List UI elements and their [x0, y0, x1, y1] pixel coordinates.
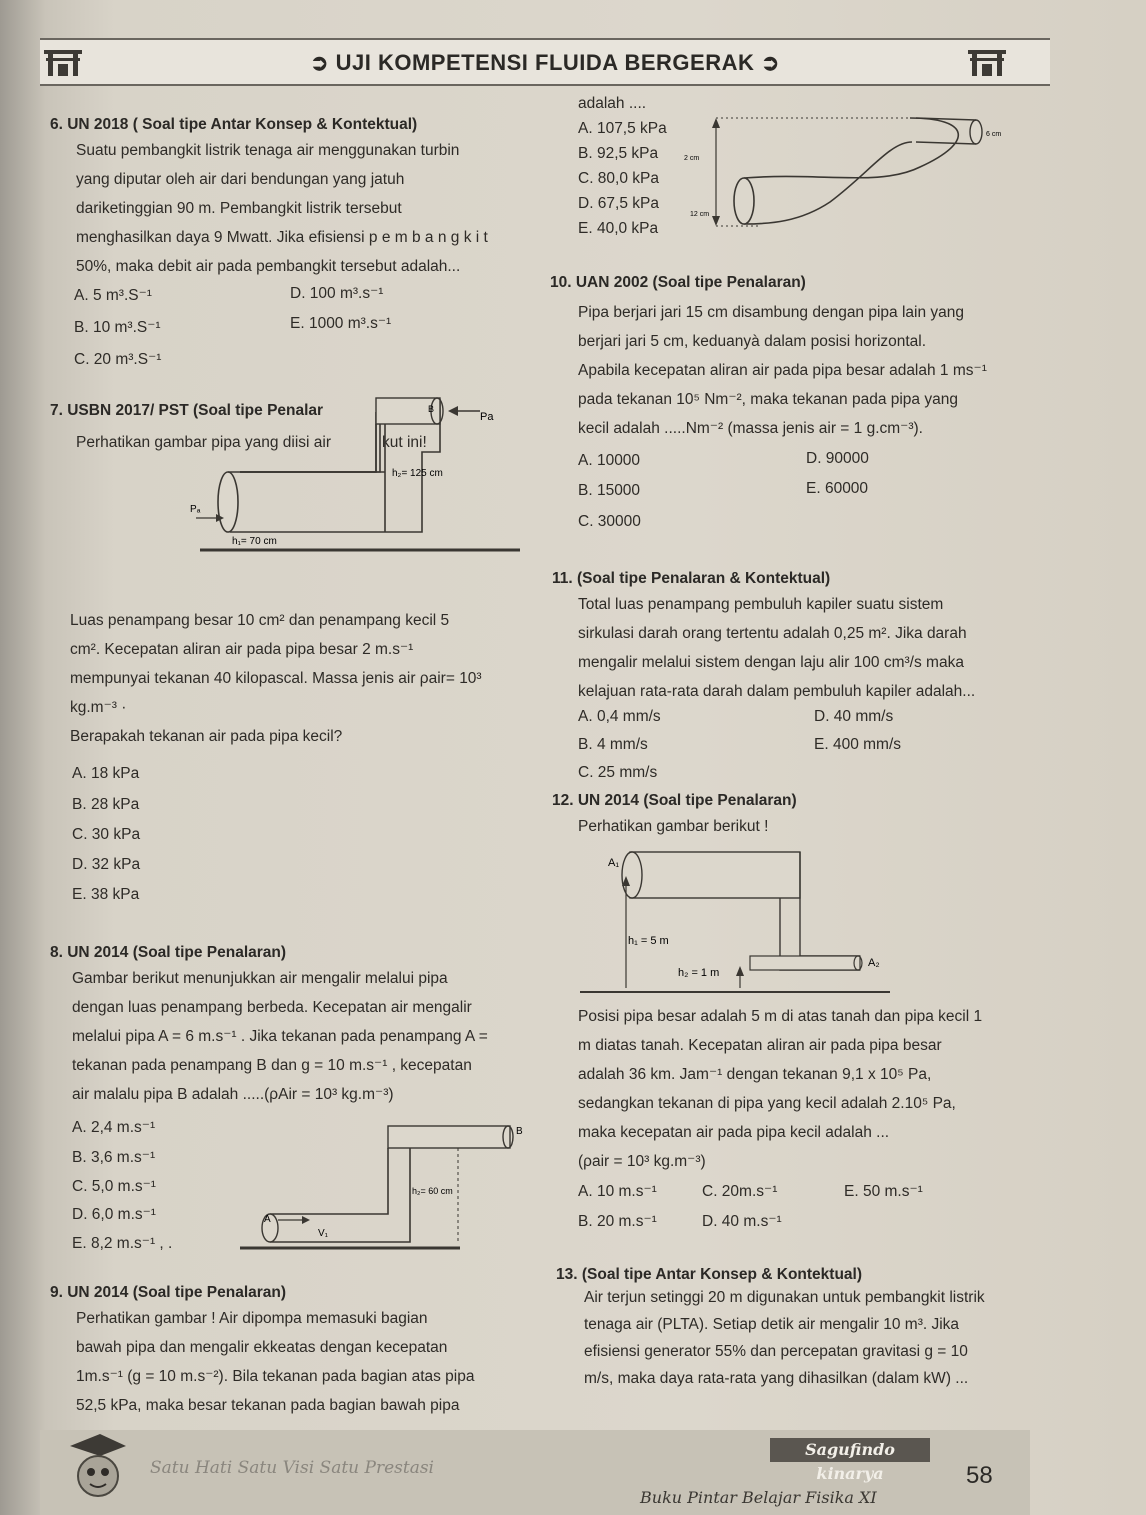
q7-text [70, 606, 522, 751]
q7-line: cm². Kecepatan aliran air pada pipa besar 2 m.s⁻¹ [70, 641, 414, 658]
q11-line: kelajuan rata-rata darah dalam pembuluh kapiler adalah... [578, 683, 976, 700]
q6-option-a: A. 5 m³.S⁻¹ [74, 287, 152, 304]
q8-option-b: B. 3,6 m.s⁻¹ [72, 1149, 156, 1166]
q6-line: yang diputar oleh air dari bendungan yang jatuh [76, 171, 405, 188]
q8-fig-label-b: B [516, 1126, 523, 1137]
q11-option-b: B. 4 mm/s [578, 736, 648, 753]
q10-line: pada tekanan 10⁵ Nm⁻², maka tekanan pada pipa yang [578, 391, 958, 408]
q11-option-a: A. 0,4 mm/s [578, 708, 661, 725]
q9-line: 52,5 kPa, maka besar tekanan pada bagian bawah pipa [76, 1397, 460, 1414]
q11-line: Total luas penampang pembuluh kapiler suatu sistem [578, 596, 944, 613]
q10-line: Pipa berjari jari 15 cm disambung dengan pipa lain yang [578, 304, 965, 321]
q7-option-a: A. 18 kPa [72, 765, 140, 782]
q6-option-c: C. 20 m³.S⁻¹ [74, 351, 162, 368]
page-title: ➲ UJI KOMPETENSI FLUIDA BERGERAK ➲ [310, 50, 780, 75]
q10-line: Apabila kecepatan aliran air pada pipa besar adalah 1 ms⁻¹ [578, 362, 987, 379]
q6-text [76, 136, 520, 281]
q8-option-a: A. 2,4 m.s⁻¹ [72, 1119, 156, 1136]
q8-line: tekanan pada penampang B dan g = 10 m.s⁻¹ , kecepatan [72, 1057, 472, 1074]
q12-line: Posisi pipa besar adalah 5 m di atas tanah dan pipa kecil 1 [578, 1008, 983, 1025]
q7-fig-label-p: Pₐ [190, 504, 201, 515]
q8-line: melalui pipa A = 6 m.s⁻¹ . Jika tekanan pada penampang A = [72, 1028, 488, 1045]
q11-option-d: D. 40 mm/s [814, 708, 894, 725]
q13-line: m/s, maka daya rata-rata yang dihasilkan (dalam kW) ... [584, 1370, 969, 1387]
q7-heading: 7. USBN 2017/ PST (Soal tipe Penalar [50, 402, 324, 419]
q9-continuation: adalah .... [578, 95, 647, 112]
q10-text [578, 298, 1036, 443]
gate-logo-icon-left [42, 44, 84, 78]
q7-fig-label-h1: h₁= 70 cm [232, 536, 277, 547]
q12-fig-label-h2: h₂ = 1 m [678, 967, 720, 979]
q8-text [72, 964, 524, 1109]
q10-option-d: D. 90000 [806, 450, 869, 467]
q12-line: m diatas tanah. Kecepatan aliran air pada pipa besar [578, 1037, 942, 1054]
q8-heading: 8. UN 2014 (Soal tipe Penalaran) [50, 944, 287, 961]
footer-motto: Satu Hati Satu Visi Satu Prestasi [150, 1458, 434, 1478]
header-bar [40, 38, 1050, 86]
q13-heading: 13. (Soal tipe Antar Konsep & Kontektual) [556, 1266, 863, 1283]
q7-option-d: D. 32 kPa [72, 856, 141, 873]
q13-text [584, 1284, 1040, 1392]
q8-fig-label-a: A [264, 1214, 271, 1225]
q12-line: maka kecepatan air pada pipa kecil adalah ... [578, 1124, 890, 1141]
q8-fig-label-h: h₂= 60 cm [412, 1186, 453, 1196]
q9-line: bawah pipa dan mengalir ekkeatas dengan kecepatan [76, 1339, 448, 1356]
q8-line: dengan luas penampang berbeda. Kecepatan air mengalir [72, 999, 472, 1016]
q12-fig-label-a2: A₂ [868, 957, 880, 969]
q10-line: berjari jari 5 cm, keduanyà dalam posisi horizontal. [578, 333, 927, 350]
q8-option-e: E. 8,2 m.s⁻¹ , . [72, 1235, 173, 1252]
q7-option-e: E. 38 kPa [72, 886, 140, 903]
q9-option-a: A. 107,5 kPa [578, 120, 667, 137]
q10-line: kecil adalah .....Nm⁻² (massa jenis air = 1 g.cm⁻³). [578, 420, 923, 437]
q12-line: sedangkan tekanan di pipa yang kecil adalah 2.10⁵ Pa, [578, 1095, 956, 1112]
q7-line: mempunyai tekanan 40 kilopascal. Massa jenis air ρair= 10³ [70, 670, 482, 687]
q6-line: dariketinggian 90 m. Pembangkit listrik tersebut [76, 200, 402, 217]
q9-heading: 9. UN 2014 (Soal tipe Penalaran) [50, 1284, 287, 1301]
q9-fig-label-r1: 6 cm [986, 131, 1002, 138]
q9-fig-label-d: 2 cm [684, 155, 700, 162]
q6-option-b: B. 10 m³.S⁻¹ [74, 319, 161, 336]
q9-text [76, 1304, 528, 1420]
q12-option-c: C. 20m.s⁻¹ [702, 1183, 778, 1200]
q7-pipe-figure [180, 392, 520, 557]
q8-pipe-figure [240, 1118, 530, 1253]
q12-heading: 12. UN 2014 (Soal tipe Penalaran) [552, 792, 797, 809]
q11-text [578, 590, 1036, 706]
q9-fig-label-r2: 12 cm [690, 211, 710, 218]
q8-option-d: D. 6,0 m.s⁻¹ [72, 1206, 156, 1223]
q8-fig-label-v: V₁ [318, 1228, 329, 1239]
q9-option-e: E. 40,0 kPa [578, 220, 659, 237]
q12-intro: Perhatikan gambar berikut ! [578, 818, 769, 835]
mascot-icon [60, 1432, 130, 1508]
q10-option-c: C. 30000 [578, 513, 641, 530]
q11-heading: 11. (Soal tipe Penalaran & Kontektual) [552, 570, 831, 587]
q12-line: adalah 36 km. Jam⁻¹ dengan tekanan 9,1 x 10⁵ Pa, [578, 1066, 932, 1083]
q8-line: Gambar berikut menunjukkan air mengalir melalui pipa [72, 970, 448, 987]
q12-pipe-figure [570, 848, 900, 998]
q8-option-c: C. 5,0 m.s⁻¹ [72, 1178, 156, 1195]
q12-option-a: A. 10 m.s⁻¹ [578, 1183, 657, 1200]
q12-text [578, 1002, 1038, 1176]
q12-option-b: B. 20 m.s⁻¹ [578, 1213, 657, 1230]
q9-option-c: C. 80,0 kPa [578, 170, 659, 187]
q7-fig-label-b: B [428, 404, 435, 414]
q10-option-b: B. 15000 [578, 482, 641, 499]
q11-line: mengalir melalui sistem dengan laju alir 100 cm³/s maka [578, 654, 964, 671]
q6-line: 50%, maka debit air pada pembangkit tersebut adalah... [76, 258, 461, 275]
q7-line: kg.m⁻³ · [70, 699, 127, 716]
q6-option-e: E. 1000 m³.s⁻¹ [290, 315, 392, 332]
q10-heading: 10. UAN 2002 (Soal tipe Penalaran) [550, 274, 806, 291]
page-number: 58 [966, 1462, 993, 1489]
q6-line: Suatu pembangkit listrik tenaga air menggunakan turbin [76, 142, 460, 159]
q7-option-b: B. 28 kPa [72, 796, 140, 813]
book-title: Buku Pintar Belajar Fisika XI [640, 1488, 877, 1507]
q12-fig-label-h1: h₁ = 5 m [628, 935, 669, 947]
q7-line: Luas penampang besar 10 cm² dan penampang kecil 5 [70, 612, 450, 629]
q12-fig-label-a1: A₁ [608, 857, 620, 869]
q10-option-a: A. 10000 [578, 452, 641, 469]
q9-line: Perhatikan gambar ! Air dipompa memasuki bagian [76, 1310, 428, 1327]
q7-fig-label-h2: h₂= 125 cm [392, 468, 443, 479]
q11-option-e: E. 400 mm/s [814, 736, 901, 753]
q9-pipe-figure [680, 112, 1030, 232]
q7-line: Berapakah tekanan air pada pipa kecil? [70, 728, 343, 745]
q13-line: efisiensi generator 55% dan percepatan gravitasi g = 10 [584, 1343, 968, 1360]
q13-line: Air terjun setinggi 20 m digunakan untuk pembangkit listrik [584, 1289, 985, 1306]
q7-intro: Perhatikan gambar pipa yang diisi air [76, 434, 332, 451]
q6-option-d: D. 100 m³.s⁻¹ [290, 285, 384, 302]
q11-line: sirkulasi darah orang tertentu adalah 0,25 m². Jika darah [578, 625, 967, 642]
q13-line: tenaga air (PLTA). Setiap detik air mengalir 10 m³. Jika [584, 1316, 960, 1333]
gate-logo-icon-right [966, 44, 1008, 78]
q6-line: menghasilkan daya 9 Mwatt. Jika efisiensi p e m b a n g k i t [76, 229, 488, 246]
q9-option-b: B. 92,5 kPa [578, 145, 659, 162]
publisher-tag: Sagufindo kinarya [770, 1438, 930, 1462]
q7-intro-end: kut ini! [382, 434, 427, 451]
q12-option-e: E. 50 m.s⁻¹ [844, 1183, 923, 1200]
q6-heading: 6. UN 2018 ( Soal tipe Antar Konsep & Kontektual) [50, 116, 418, 133]
q7-fig-label-pa: Pa [480, 411, 494, 423]
q12-line: (ρair = 10³ kg.m⁻³) [578, 1153, 706, 1170]
q9-option-d: D. 67,5 kPa [578, 195, 659, 212]
q7-option-c: C. 30 kPa [72, 826, 141, 843]
q11-option-c: C. 25 mm/s [578, 764, 658, 781]
q8-line: air malalu pipa B adalah .....(ρAir = 10³ kg.m⁻³) [72, 1086, 394, 1103]
q10-option-e: E. 60000 [806, 480, 869, 497]
q9-line: 1m.s⁻¹ (g = 10 m.s⁻²). Bila tekanan pada bagian atas pipa [76, 1368, 475, 1385]
q12-option-d: D. 40 m.s⁻¹ [702, 1213, 782, 1230]
